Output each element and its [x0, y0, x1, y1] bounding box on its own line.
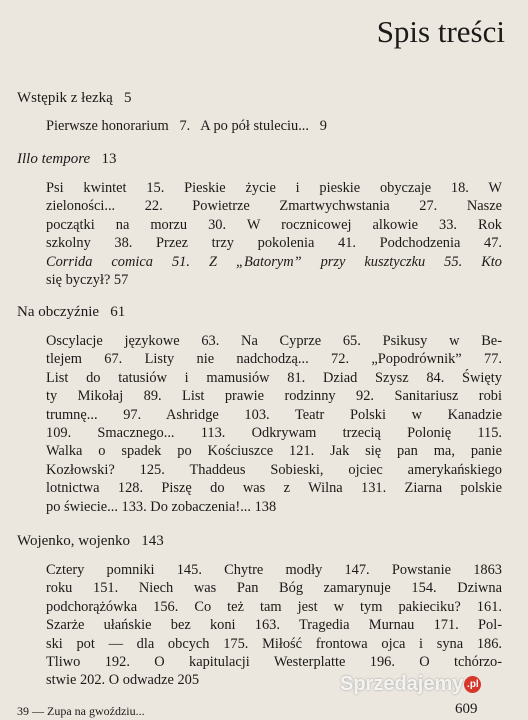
section-heading-wojenko: [17, 530, 164, 552]
entry-line: Psi kwintet 15. Pieskie życie i pieskie obyczaje 18. W: [46, 180, 502, 196]
section-title: Na obczyźnie: [17, 304, 100, 320]
entry-line: Oscylacje językowe 63. Na Cyprze 65. Psikusy w Be-: [46, 333, 502, 349]
entry-line: Cztery pomniki 145. Chytre modły 147. Powstanie 1863: [46, 562, 502, 578]
entry-line: Walka o spadek po Kościuszce 121. Jak się pan ma, panie: [46, 443, 502, 460]
entry-line: po świecie... 133. Do zobaczenia!... 138: [46, 498, 277, 515]
section-title: Wojenko, wojenko: [17, 533, 130, 549]
entry-line: podchorążówka 156. Co też tam jest w tym pakieciku? 161.: [46, 598, 502, 615]
watermark-logo: [340, 670, 520, 698]
entry-line: ski pot — dla obcych 175. Miłość frontowa ojca i syna 186.: [46, 635, 502, 652]
printer-signature: 39 — Zupa na gwoździu...: [17, 704, 145, 718]
watermark-text: Sprzedajemy: [340, 673, 464, 695]
entry-line: 109. Smacznego... 113. Odkrywam trzecią Polonię 115.: [46, 424, 502, 441]
section-title: Wstępik z łezką: [17, 90, 113, 106]
entry-line: tlejem 67. Listy nie nadchodzą... 72. „Popodrównik” 77.: [46, 351, 502, 368]
entry-line: Pierwsze honorarium 7. A po pół stuleciu... 9: [46, 118, 327, 134]
entry-line: zieloności... 22. Powietrze Zmartwychwstania 27. Nasze: [46, 198, 502, 215]
section-page: 61: [110, 304, 126, 320]
entry-line: stwie 202. O odwadze 205: [46, 672, 200, 689]
entry-line: Corrida comica 51. Z „Batorym” przy kusztyczku 55. Kto: [46, 253, 502, 270]
section-entries-wstepik: [46, 117, 406, 135]
section-page: 143: [141, 533, 164, 549]
entry-line: Tliwo 192. O kapitulacji Westerplatte 196. O tchórzo-: [46, 653, 502, 670]
section-heading-illo-tempore: [17, 148, 116, 170]
section-page: 5: [124, 90, 132, 106]
entry-line: roku 151. Niech was Pan Bóg zamarynuje 154. Dziwna: [46, 580, 502, 597]
entry-line: Kozłowski? 125. Thaddeus Sobieski, ojciec amerykańskiego: [46, 461, 502, 478]
entry-line: List do tatusiów i mamusiów 81. Dziad Szysz 84. Święty: [46, 369, 502, 386]
page-number: 609: [455, 701, 478, 717]
section-entries-na-obczyznie: [46, 332, 502, 516]
entry-line: szkolny 38. Przez trzy pokolenia 41. Podchodzenia 47.: [46, 235, 502, 252]
entry-line: się byczył? 57: [46, 271, 129, 288]
watermark-badge: .pl: [464, 676, 481, 693]
section-heading-na-obczyznie: [17, 301, 125, 323]
section-entries-illo-tempore: [46, 179, 502, 289]
page-title: Spis treści: [376, 14, 505, 49]
entry-line: trumnę... 97. Ashridge 103. Teatr Polski w Kanadzie: [46, 406, 502, 423]
entry-line: Szarże ułańskie bez koni 163. Tragedia Murnau 171. Pol-: [46, 617, 502, 634]
entry-line: lotnictwa 128. Piszę do was z Wilna 131. Ziarna polskie: [46, 480, 502, 497]
section-title: Illo tempore: [17, 151, 91, 167]
section-page: 13: [101, 151, 117, 167]
entry-line: ty Mikołaj 89. List prawie rodzinny 92. Sanitariusz robi: [46, 388, 502, 405]
entry-line: początki na morzu 30. W rocznicowej alkowie 33. Rok: [46, 216, 502, 233]
section-heading-wstepik: [17, 87, 132, 109]
